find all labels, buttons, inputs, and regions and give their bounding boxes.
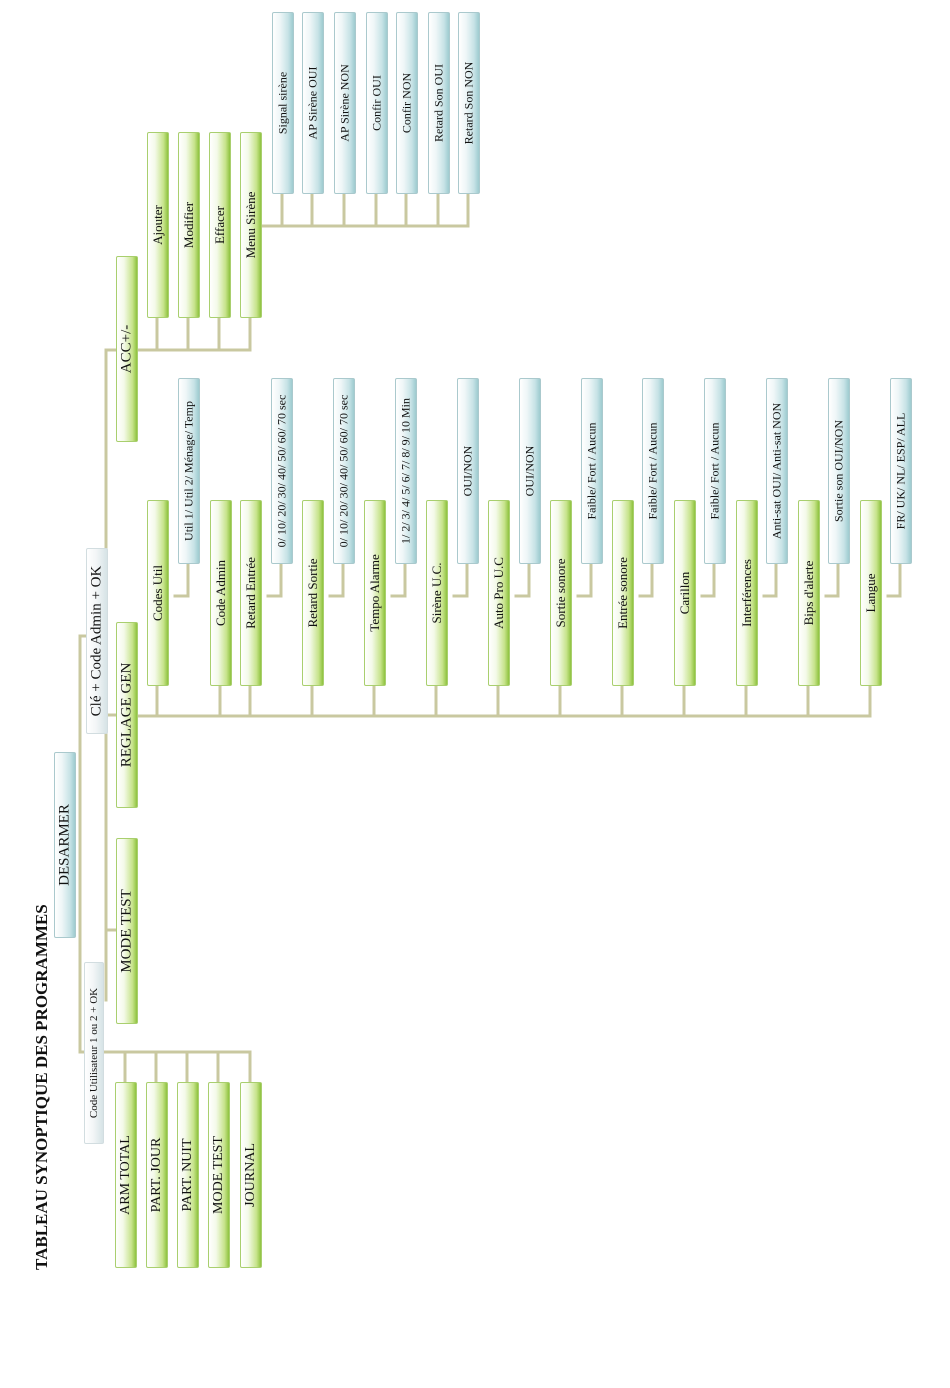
admin-menu-acc-label: ACC+/- (118, 324, 135, 374)
acc-item-2-label: Effacer (212, 205, 227, 245)
sirene-item-1 (302, 12, 324, 194)
admin-menu-mode-test (116, 838, 138, 1024)
sirene-item-3-label: Confir OUI (369, 75, 384, 131)
reglage-item-12 (860, 500, 882, 686)
reglage-option-10-label: Anti-sat OUI/ Anti-sat NON (769, 402, 784, 540)
root-desarmer-label: DESARMER (56, 804, 73, 886)
reglage-item-9-label: Carillon (677, 571, 692, 615)
reglage-item-0-label: Codes Util (150, 565, 165, 621)
reglage-option-2 (271, 378, 293, 564)
reglage-option-4-label: 1/ 2/ 3/ 4/ 5/ 6/ 7/ 8/ 9/ 10 Min (398, 397, 413, 545)
sirene-item-6 (458, 12, 480, 194)
reglage-item-7 (550, 500, 572, 686)
reglage-option-7 (581, 378, 603, 564)
admin-code-label (86, 548, 108, 734)
reglage-option-3 (333, 378, 355, 564)
admin-menu-reglage-gen (116, 622, 138, 808)
user-menu-item-4 (240, 1082, 262, 1268)
user-menu-item-1 (146, 1082, 168, 1268)
reglage-option-9 (704, 378, 726, 564)
reglage-option-7-label: Faible/ Fort / Aucun (584, 422, 599, 520)
reglage-item-10-label: Interférences (739, 559, 754, 627)
user-menu-item-1-label: PART. JOUR (149, 1137, 164, 1213)
reglage-item-4-label: Tempo Alarme (367, 554, 382, 632)
sirene-item-6-label: Retard Son NON (461, 61, 476, 145)
reglage-option-8-label: Faible/ Fort / Aucun (645, 422, 660, 520)
reglage-option-11-label: Sortie son OUI/NON (831, 420, 846, 522)
reglage-item-5 (426, 500, 448, 686)
user-menu-item-0-label: ARM TOTAL (118, 1135, 133, 1215)
sirene-item-1-label: AP Sirène OUI (305, 66, 320, 140)
user-menu-item-2 (177, 1082, 199, 1268)
reglage-item-1 (210, 500, 232, 686)
admin-menu-reglage-gen-label: REGLAGE GEN (118, 662, 135, 768)
reglage-item-1-label: Code Admin (213, 559, 228, 627)
reglage-item-7-label: Sortie sonore (553, 558, 568, 628)
reglage-option-4 (395, 378, 417, 564)
sirene-item-0-label: Signal sirène (275, 71, 290, 135)
reglage-option-5 (457, 378, 479, 564)
sirene-item-2 (334, 12, 356, 194)
reglage-option-3-label: 0/ 10/ 20/ 30/ 40/ 50/ 60/ 70 sec (336, 394, 351, 548)
admin-menu-acc (116, 256, 138, 442)
reglage-item-2 (240, 500, 262, 686)
reglage-item-6 (488, 500, 510, 686)
reglage-item-12-label: Langue (863, 573, 878, 613)
sirene-item-5-label: Retard Son OUI (431, 64, 446, 142)
acc-item-1 (178, 132, 200, 318)
reglage-option-10 (766, 378, 788, 564)
reglage-option-0 (178, 378, 200, 564)
sirene-item-2-label: AP Sirène NON (337, 64, 352, 142)
reglage-option-8 (642, 378, 664, 564)
sirene-item-0 (272, 12, 294, 194)
reglage-item-11 (798, 500, 820, 686)
acc-item-3-label: Menu Sirène (243, 191, 258, 259)
reglage-item-9 (674, 500, 696, 686)
reglage-item-2-label: Retard Entrée (243, 557, 258, 629)
acc-item-3 (240, 132, 262, 318)
reglage-item-4 (364, 500, 386, 686)
reglage-item-3 (302, 500, 324, 686)
reglage-option-5-label: OUI/NON (460, 445, 475, 497)
reglage-item-0 (147, 500, 169, 686)
reglage-option-12 (890, 378, 912, 564)
user-code-label (84, 962, 104, 1144)
user-code-label-label: Code Utilisateur 1 ou 2 + OK (88, 987, 100, 1119)
root-desarmer (54, 752, 76, 938)
reglage-item-8-label: Entrée sonore (615, 557, 630, 629)
acc-item-0-label: Ajouter (150, 205, 165, 245)
user-menu-item-4-label: JOURNAL (243, 1143, 258, 1207)
admin-menu-mode-test-label: MODE TEST (118, 889, 135, 973)
reglage-option-9-label: Faible/ Fort / Aucun (707, 422, 722, 520)
page-title: TABLEAU SYNOPTIQUE DES PROGRAMMES (32, 904, 51, 1270)
user-menu-item-3 (208, 1082, 230, 1268)
sirene-item-4-label: Confir NON (399, 72, 414, 134)
reglage-option-12-label: FR/ UK/ NL/ ESP/ ALL (893, 412, 908, 530)
reglage-item-10 (736, 500, 758, 686)
sirene-item-4 (396, 12, 418, 194)
reglage-item-11-label: Bips d'alerte (801, 560, 816, 626)
sirene-item-3 (366, 12, 388, 194)
reglage-item-3-label: Retard Sortie (305, 558, 320, 628)
reglage-option-6-label: OUI/NON (522, 445, 537, 497)
reglage-item-6-label: Auto Pro U.C (491, 557, 506, 629)
acc-item-0 (147, 132, 169, 318)
user-menu-item-0 (115, 1082, 137, 1268)
reglage-option-2-label: 0/ 10/ 20/ 30/ 40/ 50/ 60/ 70 sec (274, 394, 289, 548)
reglage-option-6 (519, 378, 541, 564)
reglage-option-0-label: Util 1/ Util 2/ Ménage/ Temp (181, 401, 196, 541)
sirene-item-5 (428, 12, 450, 194)
user-menu-item-3-label: MODE TEST (211, 1136, 226, 1214)
reglage-item-8 (612, 500, 634, 686)
reglage-item-5-label: Sirène U.C. (429, 562, 444, 624)
acc-item-2 (209, 132, 231, 318)
reglage-option-11 (828, 378, 850, 564)
admin-code-label-label: Clé + Code Admin + OK (88, 565, 105, 717)
acc-item-1-label: Modifier (181, 201, 196, 249)
user-menu-item-2-label: PART. NUIT (180, 1138, 195, 1212)
